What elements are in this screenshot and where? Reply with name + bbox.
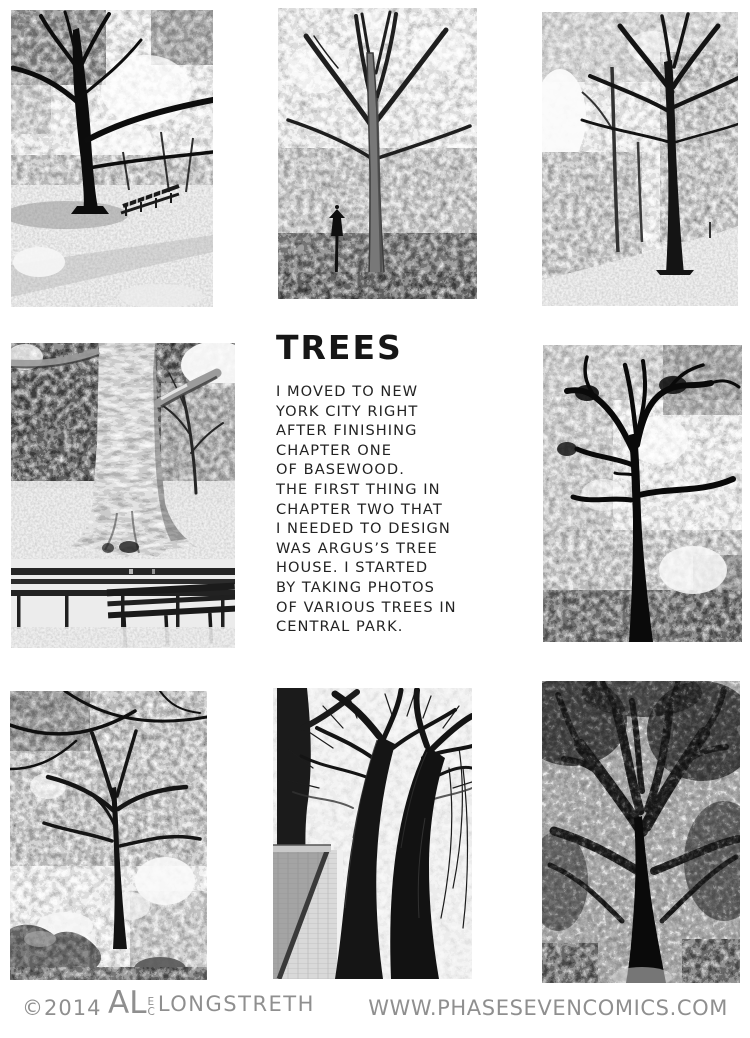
photo-4-image — [11, 343, 235, 648]
photo-tall-trunk-lamppost — [278, 8, 477, 299]
body-line: I MOVED TO NEW — [276, 383, 419, 400]
monogram-stack — [147, 998, 154, 1017]
monogram-e: E — [147, 996, 155, 1008]
body-line: THE FIRST THING IN — [276, 480, 441, 498]
photo-5-image — [543, 345, 742, 642]
body-line: CHAPTER ONE — [276, 441, 393, 459]
brick-stairway-building — [273, 845, 343, 979]
text-block — [276, 330, 494, 637]
photo-silhouette-branches — [543, 345, 742, 642]
body-line: AFTER FINISHING — [276, 422, 418, 440]
photo-bare-branches-building — [273, 688, 472, 979]
photo-6-image — [10, 691, 207, 980]
copyright-text: ©2014 — [22, 996, 102, 1020]
photo-tree-benches-path — [11, 10, 213, 307]
author-surname: LONGSTRETH — [157, 992, 315, 1016]
body-line: BY TAKING PHOTOS — [276, 578, 435, 596]
photo-tree-with-rocks — [10, 691, 207, 980]
monogram-c: C — [147, 1005, 155, 1018]
photo-2-image — [278, 8, 477, 299]
photo-dark-canopy-below — [542, 681, 740, 983]
body-line: OF BASEWOOD. — [276, 461, 405, 479]
body-line: CHAPTER TWO THAT — [276, 500, 443, 518]
author-signature — [108, 985, 315, 1021]
body-line: OF VARIOUS TREES IN — [276, 598, 457, 616]
photo-sycamore-trunk-benches — [11, 343, 235, 648]
body-line: CENTRAL PARK. — [276, 618, 404, 636]
body-line: WAS ARGUS’S TREE — [276, 539, 438, 557]
page-title: TREES — [276, 328, 403, 367]
photo-7-image — [273, 688, 472, 979]
photo-8-image — [542, 681, 740, 983]
body-line: YORK CITY RIGHT — [276, 402, 419, 420]
photo-3-image — [542, 12, 738, 306]
footer — [0, 985, 750, 1028]
body-line: I NEEDED TO DESIGN — [276, 520, 451, 538]
monogram-al: AL — [108, 985, 147, 1021]
photo-tree-on-slope — [542, 12, 738, 306]
website-url: WWW.PHASESEVENCOMICS.COM — [368, 996, 728, 1020]
photo-1-image — [11, 10, 213, 307]
body-line: HOUSE. I STARTED — [276, 559, 429, 577]
body-text — [276, 382, 494, 637]
